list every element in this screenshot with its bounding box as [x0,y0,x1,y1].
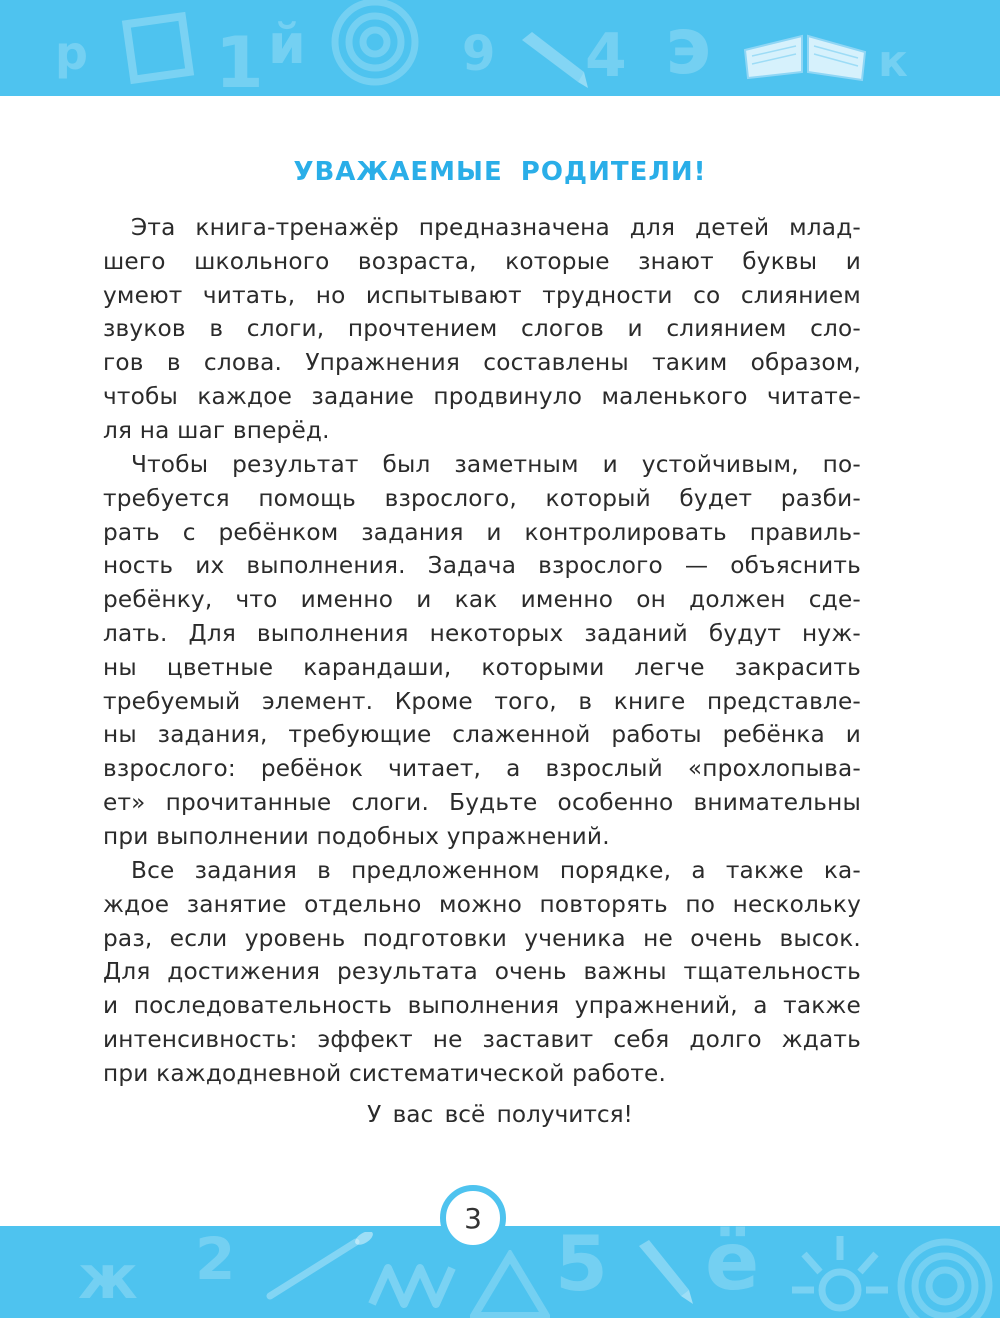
sun-decor-icon [790,1228,890,1318]
decor-letter: э [665,2,712,92]
text-line: при каждодневной систематической работе. [103,1059,667,1087]
decor-digit: 5 [555,1226,608,1308]
text-line: шего школьного возраста, которые знают буквы и [103,247,861,275]
decor-letter: ж [78,1243,138,1313]
closing-line: У вас всё получится! [367,1101,633,1128]
decor-letter: ё [705,1226,760,1308]
text-line: Эта книга-тренажёр предназначена для детей млад- [131,214,861,241]
decor-digit: 4 [585,21,627,91]
target-circles-decor-icon [330,0,420,90]
text-line: интенсивность: эффект не заставит себя долго ждать [103,1025,861,1053]
paragraph-3 [103,854,861,1091]
top-decor-band [0,0,1000,96]
text-line: Все задания в предложенном порядке, а также ка- [131,857,861,884]
text-line: при выполнении подобных упражнений. [103,822,610,850]
bottom-decor-band [0,1226,1000,1318]
decor-letter: й [268,13,306,76]
target-circles-decor-icon [895,1236,995,1318]
text-line: ребёнку, что именно и как именно он должен сде- [103,586,861,614]
page-number: 3 [440,1185,506,1251]
paragraph-1 [103,211,861,448]
decor-digit: 2 [195,1226,236,1293]
text-line: Чтобы результат был заметным и устойчивым, по- [131,451,861,478]
brush-decor-icon [260,1232,380,1302]
text-line: ет» прочитанные слоги. Будьте особенно внимательны [103,788,861,816]
text-line: раз, если уровень подготовки ученика не очень высок. [103,924,861,952]
text-line: рать с ребёнком задания и контролировать правиль- [103,518,861,546]
pencil-decor-icon [635,1238,695,1304]
decor-digit: 9 [462,26,496,82]
text-line: умеют читать, но испытывают трудности со слиянием [103,281,861,309]
page-title: УВАЖАЕМЫЕ РОДИТЕЛИ! [293,157,707,187]
pencil-decor-icon [518,30,588,90]
zigzag-decor-icon [368,1254,458,1314]
decor-digit: 1 [215,22,264,96]
text-line: ны задания, требующие слаженной работы ребёнка и [103,721,861,749]
text-line: звуков в слоги, прочтением слогов и слиянием сло- [103,315,861,343]
text-line: лать. Для выполнения некоторых заданий будут нуж- [103,619,861,647]
paragraph-2 [103,448,861,854]
text-line: требуемый элемент. Кроме того, в книге представле- [103,687,861,715]
text-line: чтобы каждое задание продвинуло маленького читате- [103,382,861,410]
text-line: ля на шаг вперёд. [103,416,330,444]
triangle-decor-icon [470,1250,550,1318]
text-line: Для достижения результата очень важны тщательность [103,958,861,986]
square-decor-icon [118,8,198,88]
text-line: ждое занятие отдельно можно повторять по нескольку [103,890,861,918]
text-line: требуется помощь взрослого, который будет разби- [103,484,861,512]
text-line: взрослого: ребёнок читает, а взрослый «прохлопыва- [103,755,861,783]
decor-letter: р [55,26,88,80]
text-line: ны цветные карандаши, которыми легче закрасить [103,653,861,681]
text-line: ность их выполнения. Задача взрослого — объяснить [103,552,861,580]
decor-letter: к [878,36,908,87]
open-book-icon [740,22,870,82]
text-line: и последовательность выполнения упражнений, а также [103,992,861,1020]
text-line: гов в слова. Упражнения составлены таким образом, [103,349,861,377]
